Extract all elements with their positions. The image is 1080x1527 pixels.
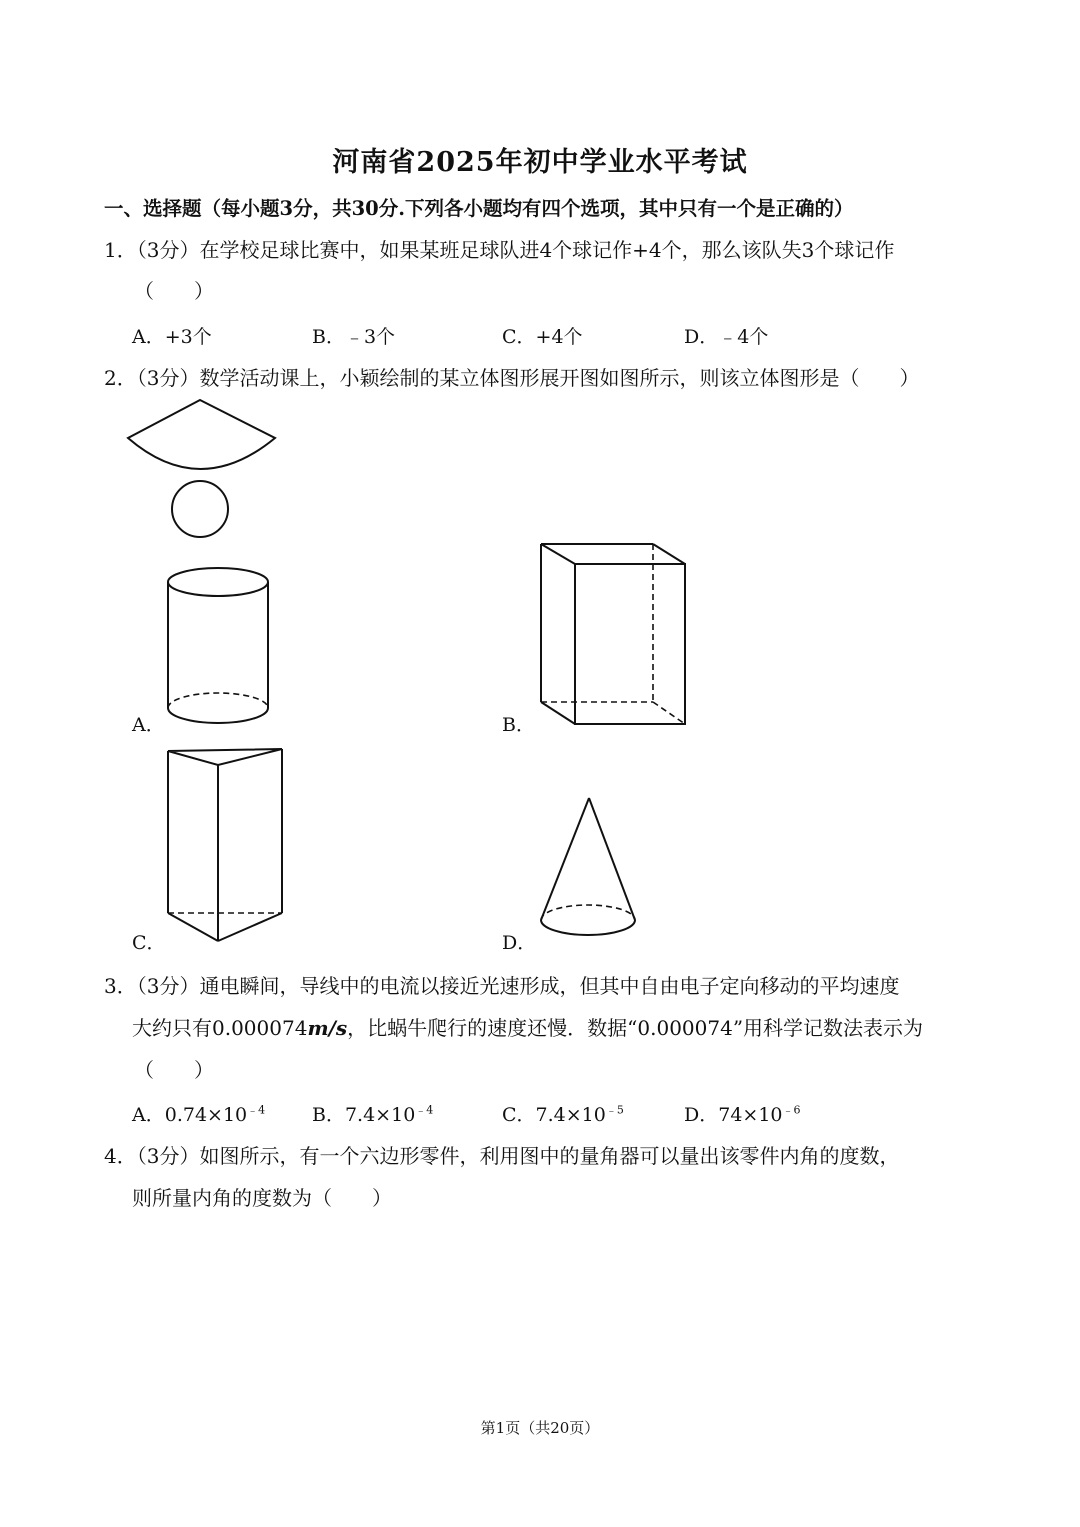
question-2-text: 2．（3分）数学活动课上，小颖绘制的某立体图形展开图如图所示，则该立体图形是（ ） (104, 366, 920, 390)
question-4-text-line2: 则所量内角的度数为（ ） (132, 1186, 392, 1210)
section-heading: 一、选择题（每小题3分，共30分.下列各小题均有四个选项，其中只有一个是正确的） (104, 197, 854, 220)
question-1-answer-blank: （ ） (134, 279, 214, 303)
page-title: 河南省2025年初中学业水平考试 (332, 147, 748, 178)
question-2-option-c-label: C． (132, 932, 166, 954)
triangular-prism-figure (162, 745, 292, 945)
page-footer: 第1页（共20页） (480, 1419, 600, 1437)
question-1-option-b: B．﹣3个 (312, 326, 396, 348)
net-figure (120, 395, 290, 545)
question-3-option-d: D．$74\times 10^{﹣6}$ (684, 1103, 801, 1126)
rectangular-prism-figure (535, 540, 695, 735)
question-3-answer-blank: （ ） (134, 1058, 214, 1082)
question-3-option-c: C．$7.4\times 10^{﹣5}$ (502, 1103, 624, 1126)
question-2-option-b-label: B． (502, 714, 535, 736)
question-1-option-d: D．﹣4个 (684, 326, 769, 348)
question-1-text: 1．（3分）在学校足球比赛中，如果某班足球队进4个球记作+4个，那么该队失3个球记作 (104, 238, 895, 262)
question-3-text-line2: 大约只有0.000074m/s，比蜗牛爬行的速度还慢．数据“0.000074”用科学记数法表示为 (132, 1016, 924, 1040)
question-2-option-a-label: A． (132, 714, 165, 736)
question-3-option-b: B．$7.4\times 10^{﹣4}$ (312, 1103, 434, 1126)
cone-figure (535, 792, 645, 952)
question-2-option-d-label: D． (502, 932, 537, 954)
question-1-option-a: A．+3个 (132, 326, 212, 348)
question-4-text-line1: 4．（3分）如图所示，有一个六边形零件，利用图中的量角器可以量出该零件内角的度数， (104, 1144, 900, 1168)
question-3-option-a: A．$0.74\times 10^{﹣4}$ (132, 1103, 266, 1126)
cylinder-figure (160, 562, 280, 732)
question-1-option-c: C．+4个 (502, 326, 583, 348)
question-3-text-line1: 3．（3分）通电瞬间，导线中的电流以接近光速形成，但其中自由电子定向移动的平均速度 (104, 974, 900, 998)
